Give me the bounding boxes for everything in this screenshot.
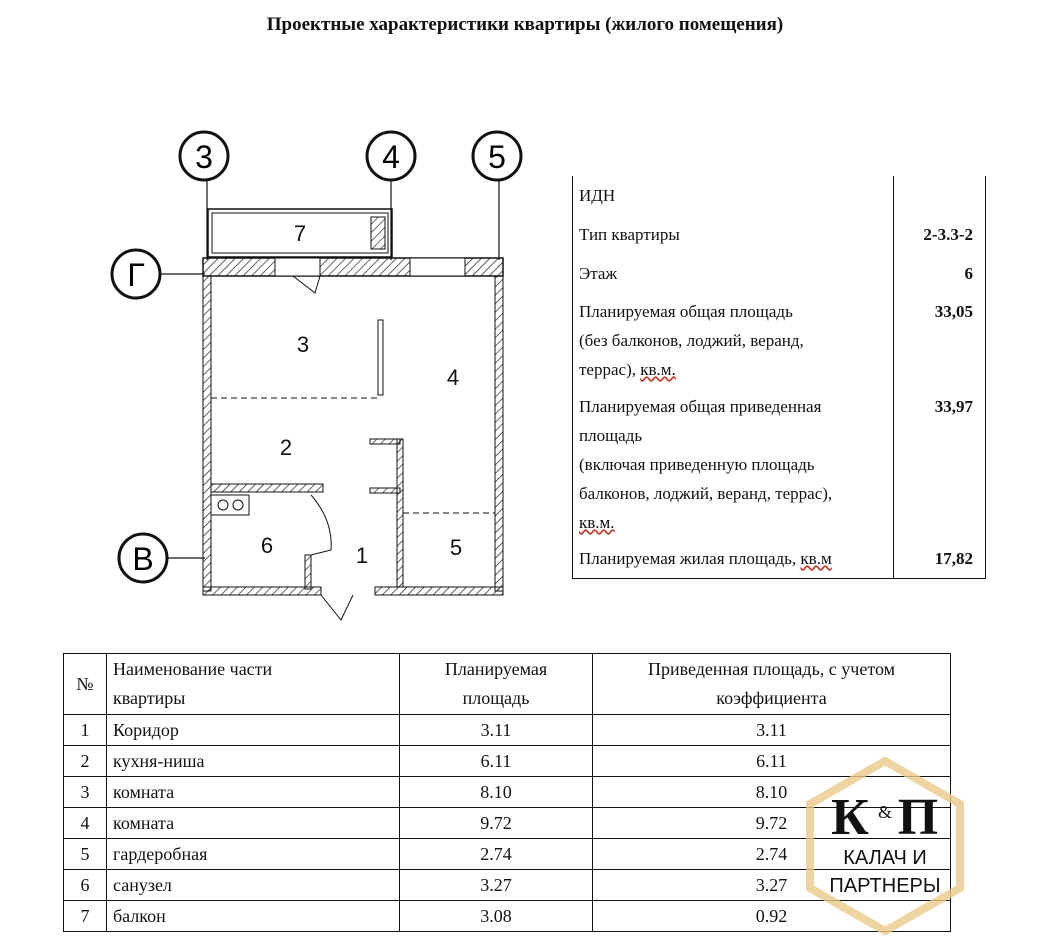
axis-5 [473,132,521,260]
total-area-label: Планируемая общая площадь [579,302,793,321]
page-title: Проектные характеристики квартиры (жилого помещения) [266,14,784,35]
col-name-header: Наименование части квартиры [107,654,400,715]
room-7-number: 7 [293,221,307,246]
apartment-info-table: ИДН Тип квартиры 2-3.3-2 Этаж 6 Планируемая общая площадь (без балконов, лоджий, веранд, террас), кв.м. 33,05 Планируемая общая приведенная площадь (включая приведенную площадь балконов, лоджий, веранд, террас), кв.м. 33,97 Планируемая жилая площадь, кв.м 17,82 [572,176,986,579]
svg-text:КАЛАЧ И: КАЛАЧ И [843,847,927,869]
type-label: Тип квартиры [579,225,680,244]
room-1-number: 1 [355,543,369,568]
table-row: 5 гардеробная 2.74 2.74 [64,839,951,870]
table-row: 7 балкон 3.08 0.92 [64,901,951,932]
floor-plan [105,125,565,635]
reduced-area-value: 33,97 [934,397,973,416]
axis-3 [180,132,228,260]
table-row: 3 комната 8.10 8.10 [64,777,951,808]
floor-label: Этаж [579,264,618,283]
col-number-header: № [64,654,107,715]
reduced-area-label: Планируемая общая приведенная [579,397,822,416]
idn-label: ИДН [579,186,616,205]
col-reduced-header: Приведенная площадь, с учетом коэффициента [593,654,951,715]
table-row: 1 Коридор 3.11 3.11 [64,715,951,746]
svg-text:5: 5 [488,139,506,175]
living-area-label: Планируемая жилая площадь, [579,549,797,568]
axis-g [112,250,205,298]
total-area-value: 33,05 [934,302,973,321]
table-row: 4 комната 9.72 9.72 [64,808,951,839]
company-logo-watermark [800,756,970,936]
table-row: 2 кухня-ниша 6.11 6.11 [64,746,951,777]
type-value: 2-3.3-2 [923,225,973,244]
col-area-header: Планируемая площадь [400,654,593,715]
room-3-number: 3 [296,332,310,357]
axis-v [119,534,205,582]
svg-text:В: В [132,541,154,577]
svg-text:3: 3 [195,139,213,175]
floor-value: 6 [964,264,973,283]
room-6-number: 6 [260,533,274,558]
room-4-number: 4 [446,365,460,390]
svg-text:ПАРТНЕРЫ: ПАРТНЕРЫ [829,875,941,897]
table-row: 6 санузел 3.27 3.27 [64,870,951,901]
room-5-number: 5 [449,535,463,560]
svg-text:П: П [897,789,939,846]
room-2-number: 2 [279,435,293,460]
svg-text:&: & [877,802,893,822]
svg-text:Г: Г [127,257,145,293]
svg-text:4: 4 [382,139,400,175]
living-area-value: 17,82 [934,549,973,568]
svg-text:К: К [831,789,869,846]
